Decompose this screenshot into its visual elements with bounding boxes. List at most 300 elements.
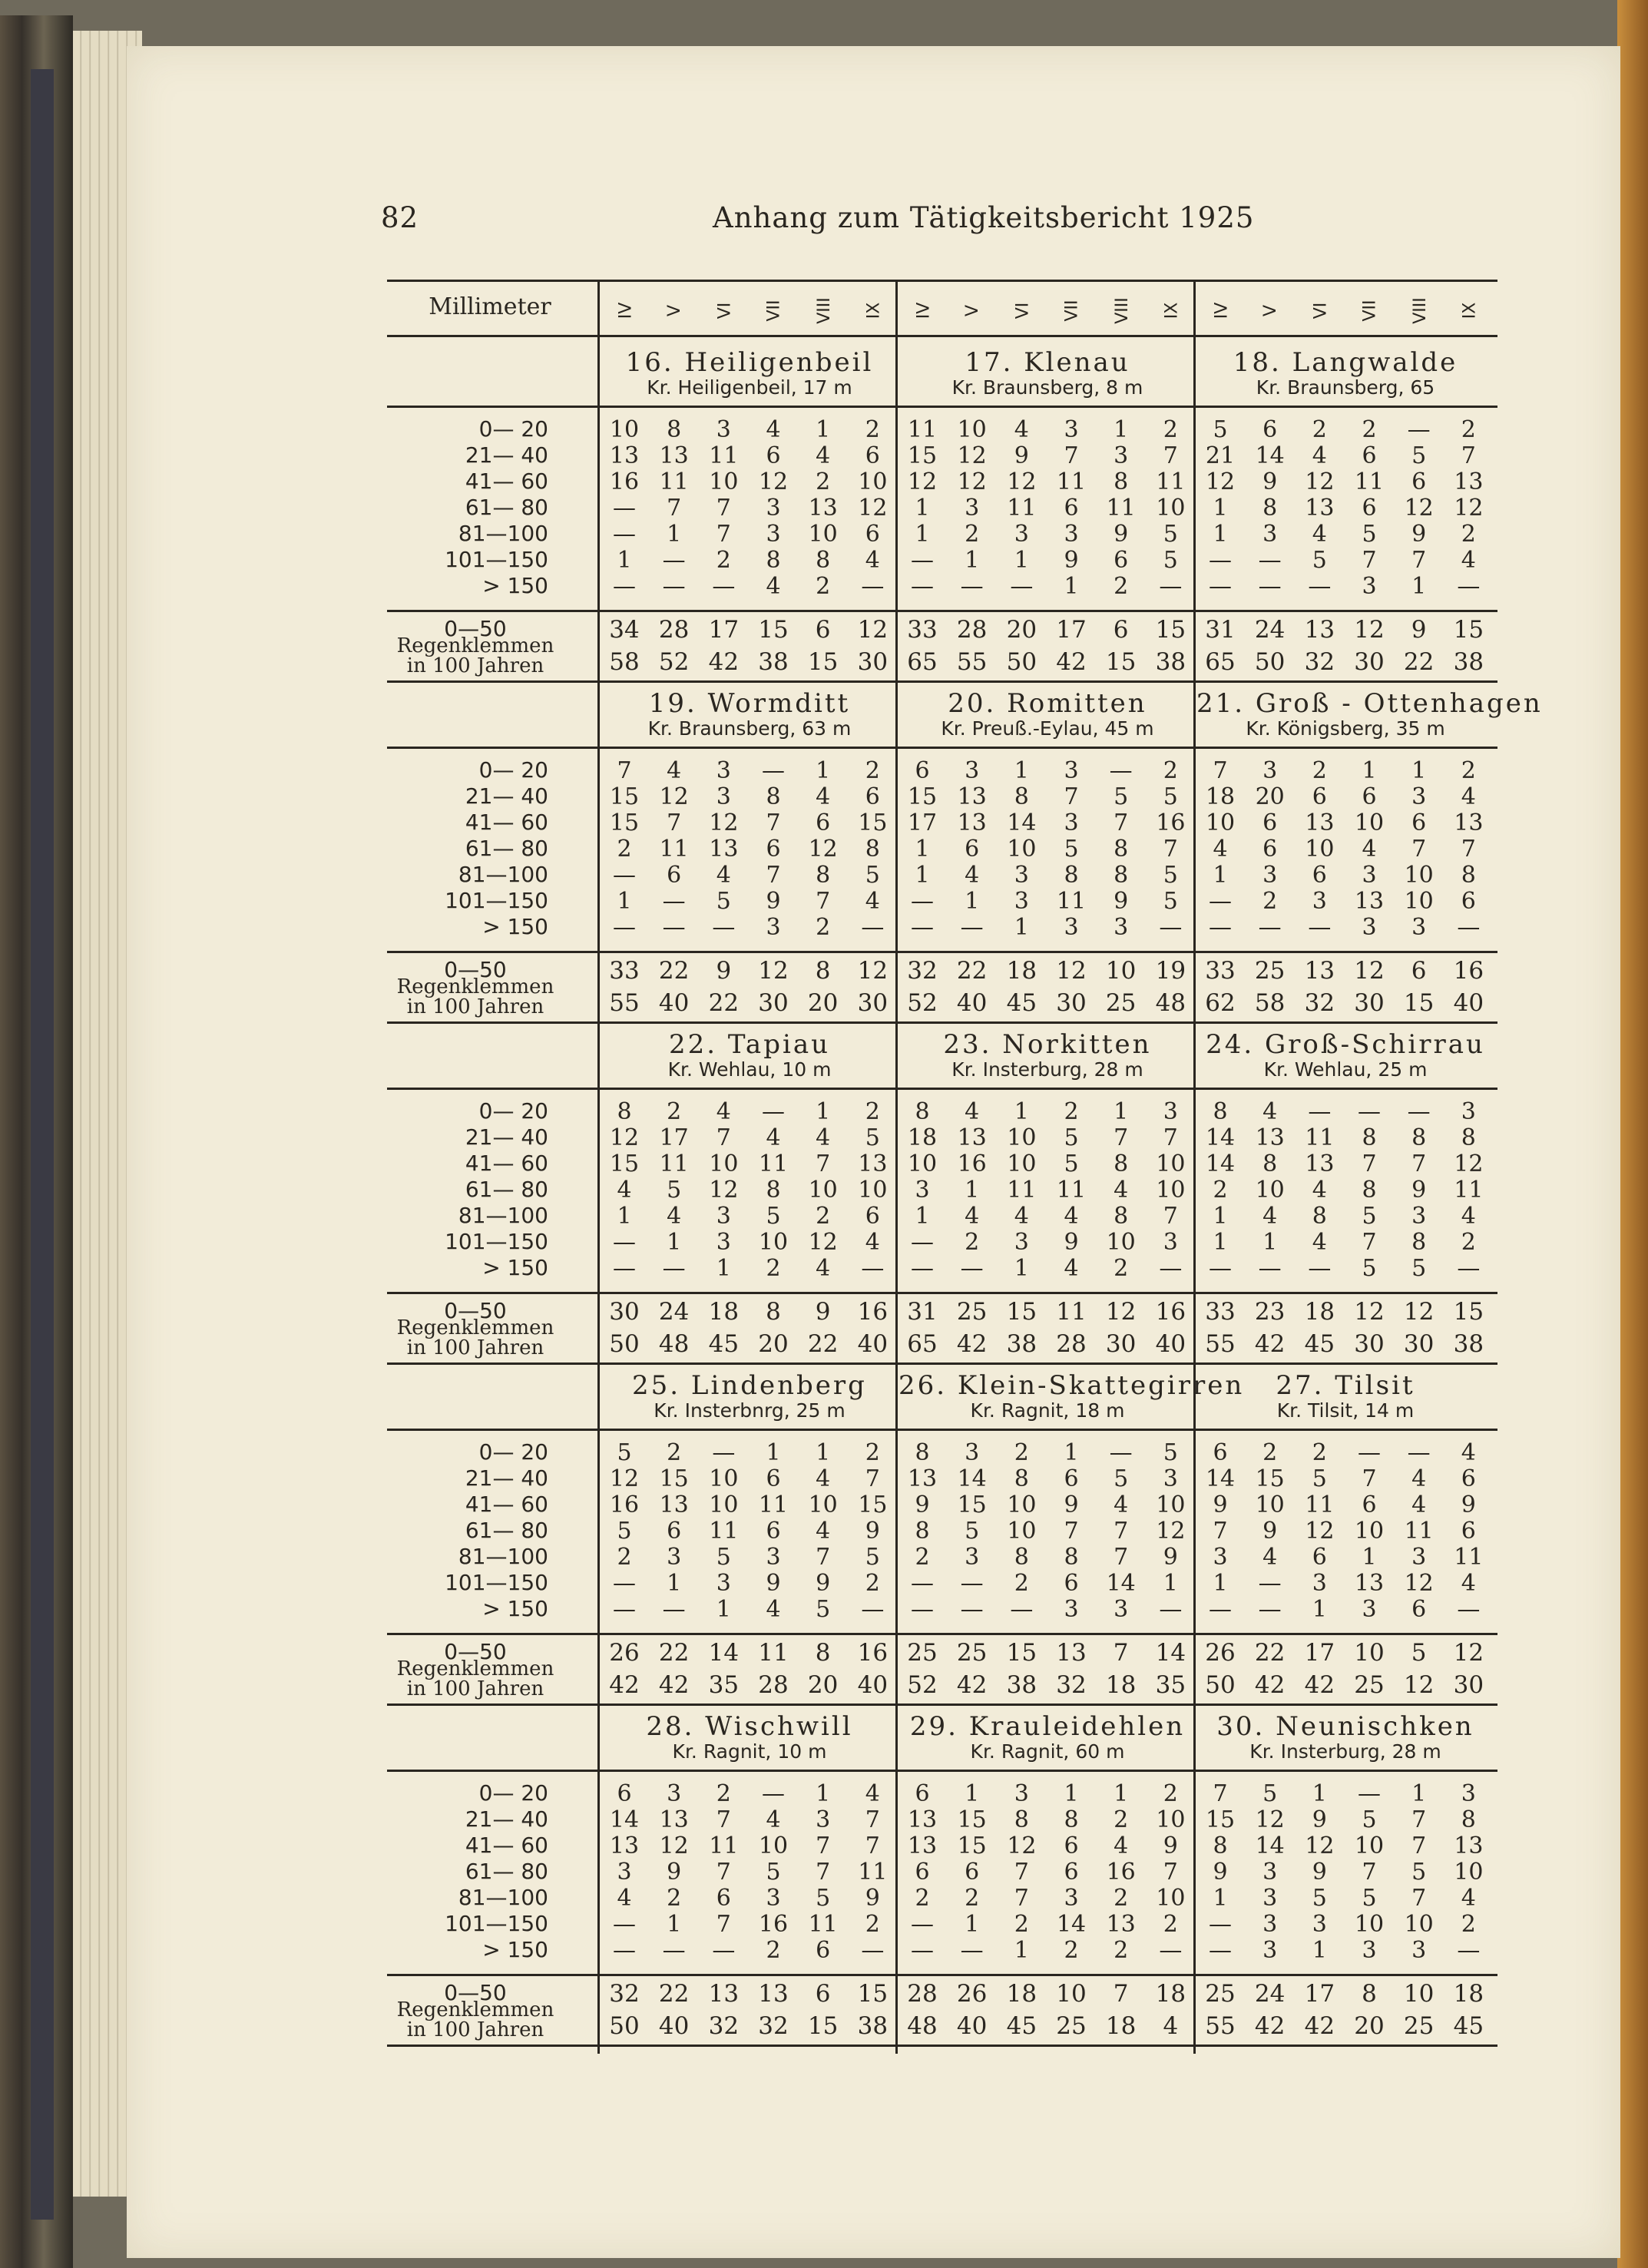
cell-value: 8 [667,416,682,443]
cell-0-50: 8 [815,957,831,985]
cell-value: 7 [1163,442,1178,469]
cell-regenklemmen: 30 [1354,648,1385,676]
cell-value: 15 [609,783,640,810]
cell-value: 1 [1312,1596,1327,1623]
cell-value: 1 [617,1203,632,1230]
cell-value: 7 [1362,1465,1377,1492]
cell-value: 7 [865,1806,880,1833]
cell-0-50: 22 [658,957,690,985]
cell-value: 5 [1163,862,1178,889]
cell-value: 3 [667,1780,682,1807]
cell-value: 11 [1305,1492,1335,1518]
station-name: 20. Romitten [948,688,1147,719]
station-location: Kr. Insterburg, 28 m [951,1058,1143,1081]
cell-0-50: 10 [1403,1980,1435,2008]
cell-value: 2 [1014,1439,1029,1466]
cell-0-50: 33 [1205,957,1236,985]
cell-value: 3 [1461,1098,1476,1125]
month-header-viii [1405,290,1435,330]
cell-value: — [1109,1439,1133,1466]
cell-value: 2 [965,1229,980,1256]
cell-value: 9 [1064,547,1079,574]
cell-value: 17 [659,1124,689,1151]
cell-value: 10 [1007,1124,1037,1151]
cell-value: 2 [1064,1098,1079,1125]
cell-value: 2 [716,1780,731,1807]
cell-value: 1 [1262,1229,1278,1256]
cell-value: 12 [1007,1833,1037,1859]
cell-regenklemmen: 65 [1205,648,1236,676]
cell-value: 12 [1305,1518,1335,1545]
cell-value: 5 [1362,1885,1377,1912]
cell-regenklemmen: 42 [609,1671,640,1699]
cell-value: 3 [1014,862,1029,889]
block-title-rule [387,1088,1497,1090]
cell-value: 10 [609,416,640,443]
cell-regenklemmen: 50 [1006,648,1037,676]
cell-value: 1 [716,1596,731,1623]
cell-value: 4 [865,888,880,915]
cell-value: 7 [1411,836,1427,863]
cell-0-50: 15 [1006,1298,1037,1326]
cell-0-50: 10 [1354,1639,1385,1667]
cell-value: 11 [1404,1518,1434,1545]
cell-value: 7 [1213,757,1228,784]
cell-0-50: 6 [1113,616,1129,644]
cell-value: 8 [915,1439,930,1466]
cell-value: 1 [1114,416,1129,443]
cell-value: 3 [965,1439,980,1466]
cell-0-50: 26 [1205,1639,1236,1667]
row-label-in-100-jahren: in 100 Jahren [406,654,544,677]
cell-0-50: 22 [658,1980,690,2008]
cell-value: 3 [1262,862,1278,889]
binding-spine-strip [31,69,54,2220]
cell-value: 3 [617,1859,632,1886]
cell-value: 2 [1312,1439,1327,1466]
summary-rule [387,1974,1497,1976]
row-label-mm: > 150 [482,573,548,598]
cell-value: 6 [716,1885,731,1912]
cell-regenklemmen: 22 [807,1330,839,1358]
cell-value: 2 [865,1439,880,1466]
cell-0-50: 16 [857,1298,889,1326]
cell-value: 7 [1213,1518,1228,1545]
cell-value: 7 [716,1124,731,1151]
cell-value: 13 [659,442,689,469]
cell-value: 1 [1064,1780,1079,1807]
cell-value: 2 [865,416,880,443]
cell-value: 3 [1014,888,1029,915]
station-location: Kr. Wehlau, 10 m [667,1058,832,1081]
cell-regenklemmen: 42 [1254,2012,1286,2040]
cell-value: 1 [667,1570,682,1597]
cell-0-50: 16 [1453,957,1484,985]
cell-value: 10 [758,1833,789,1859]
cell-0-50: 24 [1254,616,1286,644]
cell-value: 9 [1114,521,1129,548]
cell-value: 3 [1064,416,1079,443]
cell-value: 12 [858,495,888,521]
cell-value: 15 [609,1151,640,1177]
cell-regenklemmen: 48 [658,1330,690,1358]
cell-value: 5 [1064,836,1079,863]
cell-value: 14 [609,1806,640,1833]
cell-regenklemmen: 42 [956,1671,988,1699]
block-bottom-rule [387,680,1497,683]
cell-value: — [1358,1439,1381,1466]
row-label-mm: 101—150 [445,547,548,572]
cell-regenklemmen: 40 [658,989,690,1017]
cell-value: 9 [766,888,781,915]
cell-0-50: 23 [1254,1298,1286,1326]
cell-0-50: 25 [956,1639,988,1667]
cell-value: 7 [1411,547,1427,574]
cell-value: 3 [1163,1229,1178,1256]
block-title-rule [387,1770,1497,1772]
cell-value: — [762,757,785,784]
cell-value: 11 [1454,1177,1484,1204]
cell-regenklemmen: 38 [1155,648,1186,676]
cell-regenklemmen: 50 [609,1330,640,1358]
cell-0-50: 12 [1354,616,1385,644]
cell-value: 18 [1205,783,1236,810]
cell-value: 13 [1305,1151,1335,1177]
cell-value: 4 [965,1098,980,1125]
cell-value: 8 [1114,468,1129,495]
cell-value: 5 [716,1544,731,1571]
cell-value: 5 [865,862,880,889]
cell-value: 12 [1454,1151,1484,1177]
cell-value: 5 [965,1518,980,1545]
cell-regenklemmen: 40 [956,2012,988,2040]
cell-value: 1 [1213,1203,1228,1230]
cell-value: — [1258,914,1282,941]
cell-0-50: 28 [907,1980,938,2008]
cell-value: 3 [766,495,781,521]
cell-value: 8 [1014,1465,1029,1492]
cell-0-50: 15 [1453,616,1484,644]
cell-value: — [662,888,686,915]
cell-value: 5 [1411,1859,1427,1886]
month-header-text: VIII [814,296,834,324]
cell-value: — [1209,1937,1232,1964]
cell-value: 4 [1461,1439,1476,1466]
cell-regenklemmen: 42 [1304,2012,1335,2040]
cell-value: 13 [1454,1833,1484,1859]
cell-value: 3 [1163,1465,1178,1492]
cell-value: 5 [1362,1203,1377,1230]
cell-value: 14 [1205,1465,1236,1492]
cell-value: 7 [1014,1859,1029,1886]
cell-value: — [762,1780,785,1807]
cell-regenklemmen: 52 [907,1671,938,1699]
summary-rule [387,1633,1497,1635]
cell-value: 14 [1205,1124,1236,1151]
cell-regenklemmen: 25 [1403,2012,1435,2040]
block-bottom-rule [387,1703,1497,1706]
cell-0-50: 17 [1304,1980,1335,2008]
row-label-in-100-jahren: in 100 Jahren [406,995,544,1018]
cell-value: 9 [865,1885,880,1912]
cell-value: — [1457,914,1481,941]
cell-value: 15 [907,442,938,469]
cell-value: 7 [1163,1124,1178,1151]
cell-0-50: 10 [1105,957,1137,985]
cell-value: 2 [865,757,880,784]
cell-value: 4 [1262,1203,1278,1230]
row-label-mm: 61— 80 [465,1177,548,1202]
row-label-mm: > 150 [482,914,548,939]
cell-regenklemmen: 35 [708,1671,740,1699]
cell-value: 8 [915,1518,930,1545]
cell-value: 10 [808,1177,838,1204]
row-label-0-50: 0—50 [444,1298,507,1323]
cell-value: 2 [915,1544,930,1571]
cell-value: 5 [617,1518,632,1545]
station-name: 21. Groß - Ottenhagen [1196,688,1543,719]
cell-value: 1 [915,1203,930,1230]
cell-regenklemmen: 4 [1163,2012,1179,2040]
cell-value: 10 [1156,1806,1186,1833]
cell-value: 12 [1156,1518,1186,1545]
cell-value: 3 [1461,1780,1476,1807]
cell-0-50: 6 [815,1980,831,2008]
cell-value: — [762,1098,785,1125]
month-header-viii [809,290,839,330]
cell-value: 2 [1114,1255,1129,1282]
cell-value: 3 [1411,1203,1427,1230]
cell-value: 9 [1262,1518,1278,1545]
station-location: Kr. Wehlau, 25 m [1263,1058,1428,1081]
cell-value: 15 [858,810,888,836]
cell-value: 15 [957,1833,987,1859]
cell-value: 12 [1404,495,1434,521]
cell-value: 4 [1461,1570,1476,1597]
cell-value: 5 [865,1544,880,1571]
cell-regenklemmen: 38 [758,648,789,676]
cell-0-50: 20 [1006,616,1037,644]
cell-value: 8 [766,1177,781,1204]
cell-value: 9 [1262,468,1278,495]
station-location: Kr. Ragnit, 10 m [672,1740,827,1763]
cell-value: — [662,1596,686,1623]
row-label-mm: 0— 20 [478,1439,548,1465]
cell-value: 2 [1014,1911,1029,1938]
station-name: 26. Klein-Skattegirren [898,1370,1245,1401]
cell-value: 7 [1461,836,1476,863]
cell-value: 4 [865,1780,880,1807]
cell-value: 5 [1312,1885,1327,1912]
cell-regenklemmen: 42 [1254,1330,1286,1358]
cell-value: 4 [766,1806,781,1833]
cell-value: — [960,1937,984,1964]
cell-value: 1 [1163,1570,1178,1597]
cell-value: 10 [1354,1911,1385,1938]
cell-value: 6 [816,810,831,836]
cell-value: 11 [709,442,739,469]
cell-value: 1 [1213,1885,1228,1912]
cell-0-50: 32 [907,957,938,985]
cell-value: 12 [1007,468,1037,495]
cell-0-50: 14 [1155,1639,1186,1667]
cell-value: 7 [1213,1780,1228,1807]
cell-value: 12 [758,468,789,495]
cell-value: 4 [1262,1544,1278,1571]
cell-value: 6 [667,1518,682,1545]
cell-0-50: 12 [857,957,889,985]
cell-regenklemmen: 65 [907,648,938,676]
cell-value: 7 [1362,1229,1377,1256]
cell-value: 12 [957,442,987,469]
cell-0-50: 12 [1354,1298,1385,1326]
cell-value: 9 [1213,1859,1228,1886]
row-label-mm: 21— 40 [465,442,548,468]
cell-value: — [1209,573,1232,600]
cell-value: 8 [1213,1833,1228,1859]
cell-value: 9 [1312,1806,1327,1833]
cell-regenklemmen: 25 [1056,2012,1087,2040]
month-header-text: VII [1062,299,1082,322]
month-header-text: IV [615,302,635,319]
cell-value: 11 [1056,468,1087,495]
cell-0-50: 33 [907,616,938,644]
cell-value: 8 [1213,1098,1228,1125]
cell-value: 6 [865,521,880,548]
cell-value: 3 [766,1544,781,1571]
cell-regenklemmen: 42 [1056,648,1087,676]
cell-value: — [911,573,934,600]
cell-value: 2 [1461,1911,1476,1938]
cell-value: 16 [957,1151,987,1177]
cell-value: 10 [1156,1492,1186,1518]
cell-value: 2 [1262,1439,1278,1466]
cell-value: 7 [1064,442,1079,469]
cell-value: 5 [716,888,731,915]
cell-value: 15 [609,810,640,836]
cell-value: 1 [965,1177,980,1204]
cell-value: 1 [1213,862,1228,889]
cell-value: — [911,1937,934,1964]
cell-0-50: 15 [1155,616,1186,644]
cell-value: 11 [709,1833,739,1859]
cell-value: 13 [609,1833,640,1859]
cell-value: 3 [965,757,980,784]
cell-value: 2 [965,521,980,548]
cell-value: 12 [808,836,838,863]
month-header-vi [710,290,740,330]
cell-value: 4 [766,1596,781,1623]
month-header-text: IX [1162,302,1182,319]
cell-value: 1 [816,1439,831,1466]
cell-value: — [1209,1255,1232,1282]
cell-value: 9 [667,1859,682,1886]
cell-value: 3 [1114,914,1129,941]
cell-0-50: 5 [1411,1639,1427,1667]
cell-value: 14 [957,1465,987,1492]
cell-value: — [960,1596,984,1623]
cell-regenklemmen: 50 [1254,648,1286,676]
row-label-0-50: 0—50 [444,616,507,641]
cell-value: 9 [1312,1859,1327,1886]
block-bottom-rule [387,2045,1497,2047]
cell-value: 1 [1014,757,1029,784]
cell-value: 1 [1014,1937,1029,1964]
cell-value: 8 [1461,1124,1476,1151]
cell-0-50: 33 [609,957,640,985]
cell-regenklemmen: 15 [807,648,839,676]
cell-value: 1 [816,1780,831,1807]
cell-0-50: 12 [1105,1298,1137,1326]
row-label-mm: 61— 80 [465,1859,548,1884]
cell-value: 1 [965,547,980,574]
row-label-mm: 0— 20 [478,416,548,442]
cell-value: 6 [1461,888,1476,915]
cell-value: 4 [667,757,682,784]
cell-value: 8 [1014,1544,1029,1571]
cell-0-50: 17 [708,616,740,644]
cell-value: 8 [915,1098,930,1125]
cell-value: 7 [1114,1518,1129,1545]
cell-value: 3 [915,1177,930,1204]
cell-value: 2 [1064,1937,1079,1964]
cell-value: 14 [1255,442,1285,469]
rain-statistics-table [387,280,1543,2054]
cell-value: 2 [1114,1806,1129,1833]
block-title-rule [387,1429,1497,1431]
cell-value: 8 [617,1098,632,1125]
cell-value: 5 [1362,1255,1377,1282]
station-name: 28. Wischwill [646,1711,853,1742]
cell-value: 1 [667,1911,682,1938]
cell-value: 10 [1354,1518,1385,1545]
cell-value: — [1159,1937,1183,1964]
cell-value: 1 [915,495,930,521]
cell-value: 4 [1312,521,1327,548]
cell-value: 12 [1404,1570,1434,1597]
station-divider [597,280,600,2054]
cell-0-50: 18 [708,1298,740,1326]
month-header-ix [1157,290,1187,330]
month-header-text: V [1261,304,1281,316]
row-label-regenklemmen: Regenklemmen [396,1657,554,1680]
cell-value: — [712,1439,736,1466]
cell-regenklemmen: 20 [807,989,839,1017]
cell-value: 1 [915,862,930,889]
row-label-mm: 81—100 [458,1885,548,1910]
cell-value: 6 [766,442,781,469]
cell-value: 4 [816,1124,831,1151]
cell-regenklemmen: 55 [1205,2012,1236,2040]
cell-value: 6 [1362,442,1377,469]
cell-value: 7 [667,495,682,521]
cell-value: — [1308,914,1332,941]
cell-value: 6 [1064,495,1079,521]
cell-value: 13 [957,810,987,836]
cell-value: 3 [1163,1098,1178,1125]
cell-regenklemmen: 28 [1056,1330,1087,1358]
cell-value: — [1258,573,1282,600]
cell-value: 12 [609,1124,640,1151]
cell-value: 1 [1362,757,1377,784]
cell-value: 3 [716,416,731,443]
row-label-0-50: 0—50 [444,1639,507,1664]
cell-value: 13 [907,1833,938,1859]
cell-value: 8 [1014,1806,1029,1833]
cell-0-50: 14 [708,1639,740,1667]
row-label-mm: > 150 [482,1596,548,1621]
cell-regenklemmen: 38 [857,2012,889,2040]
